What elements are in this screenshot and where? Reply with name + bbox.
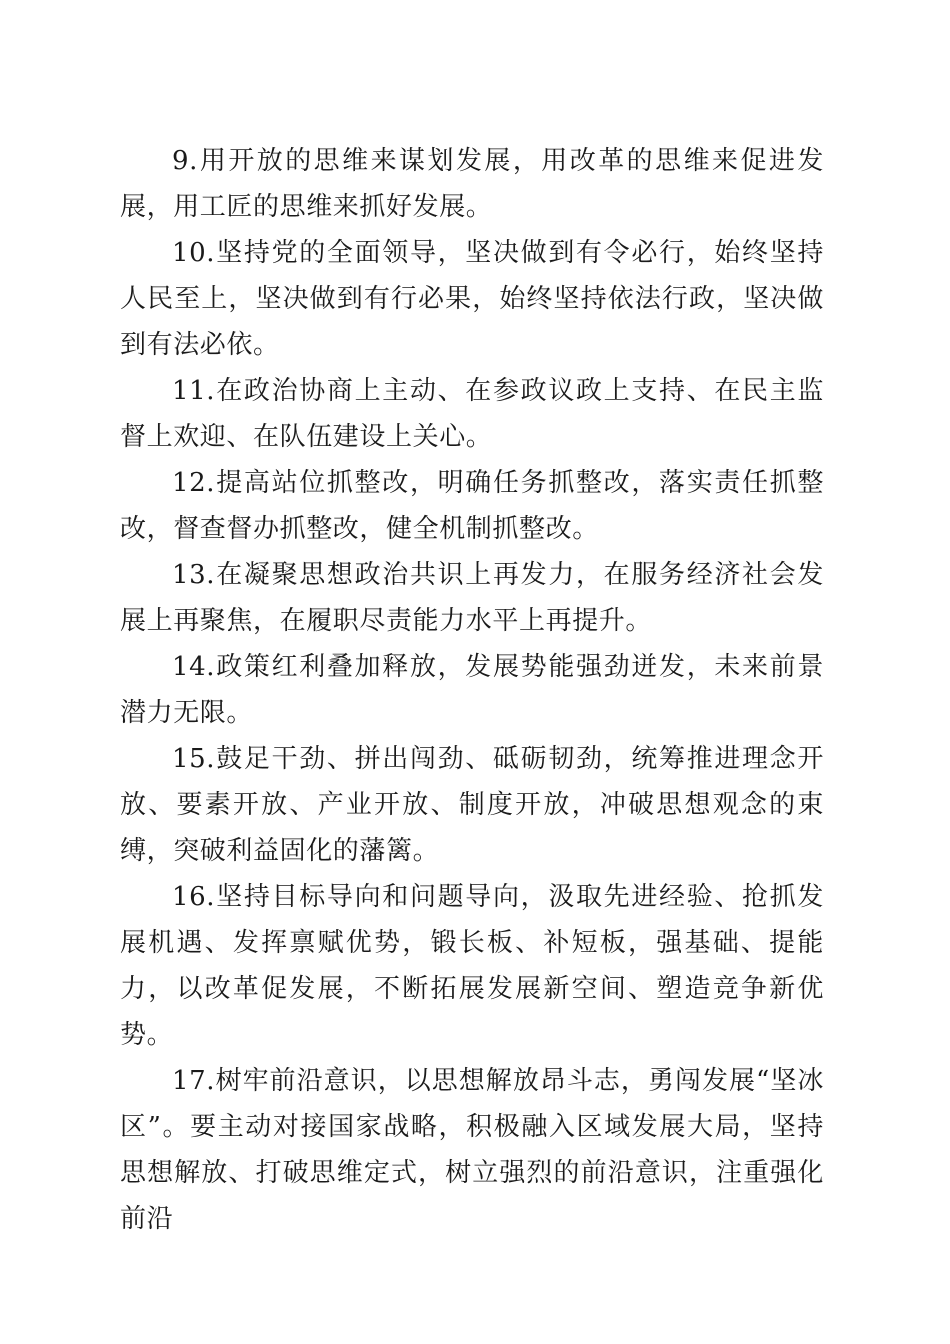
paragraph-16: 16.坚持目标导向和问题导向，汲取先进经验、抢抓发展机遇、发挥禀赋优势，锻长板、补短板，强基础、提能力，以改革促发展，不断拓展发展新空间、塑造竞争新优势。 (120, 882, 824, 1050)
paragraph-14: 14.政策红利叠加释放，发展势能强劲迸发，未来前景潜力无限。 (120, 652, 824, 728)
paragraph-12: 12.提高站位抓整改，明确任务抓整改，落实责任抓整改，督查督办抓整改，健全机制抓整改。 (120, 468, 824, 544)
paragraph-17: 17.树牢前沿意识，以思想解放昂斗志，勇闯发展“坚冰区”。要主动对接国家战略，积极融入区域发展大局，坚持思想解放、打破思维定式，树立强烈的前沿意识，注重强化前沿 (120, 1066, 824, 1234)
paragraph-13: 13.在凝聚思想政治共识上再发力，在服务经济社会发展上再聚焦，在履职尽责能力水平上再提升。 (120, 560, 824, 636)
paragraph-10: 10.坚持党的全面领导，坚决做到有令必行，始终坚持人民至上，坚决做到有行必果，始终坚持依法行政，坚决做到有法必依。 (120, 238, 824, 360)
paragraph-11: 11.在政治协商上主动、在参政议政上支持、在民主监督上欢迎、在队伍建设上关心。 (120, 376, 824, 452)
paragraph-9: 9.用开放的思维来谋划发展，用改革的思维来促进发展，用工匠的思维来抓好发展。 (120, 146, 824, 222)
paragraph-15: 15.鼓足干劲、拼出闯劲、砥砺韧劲，统筹推进理念开放、要素开放、产业开放、制度开放，冲破思想观念的束缚，突破利益固化的藩篱。 (120, 744, 824, 866)
document-body (120, 138, 824, 1242)
